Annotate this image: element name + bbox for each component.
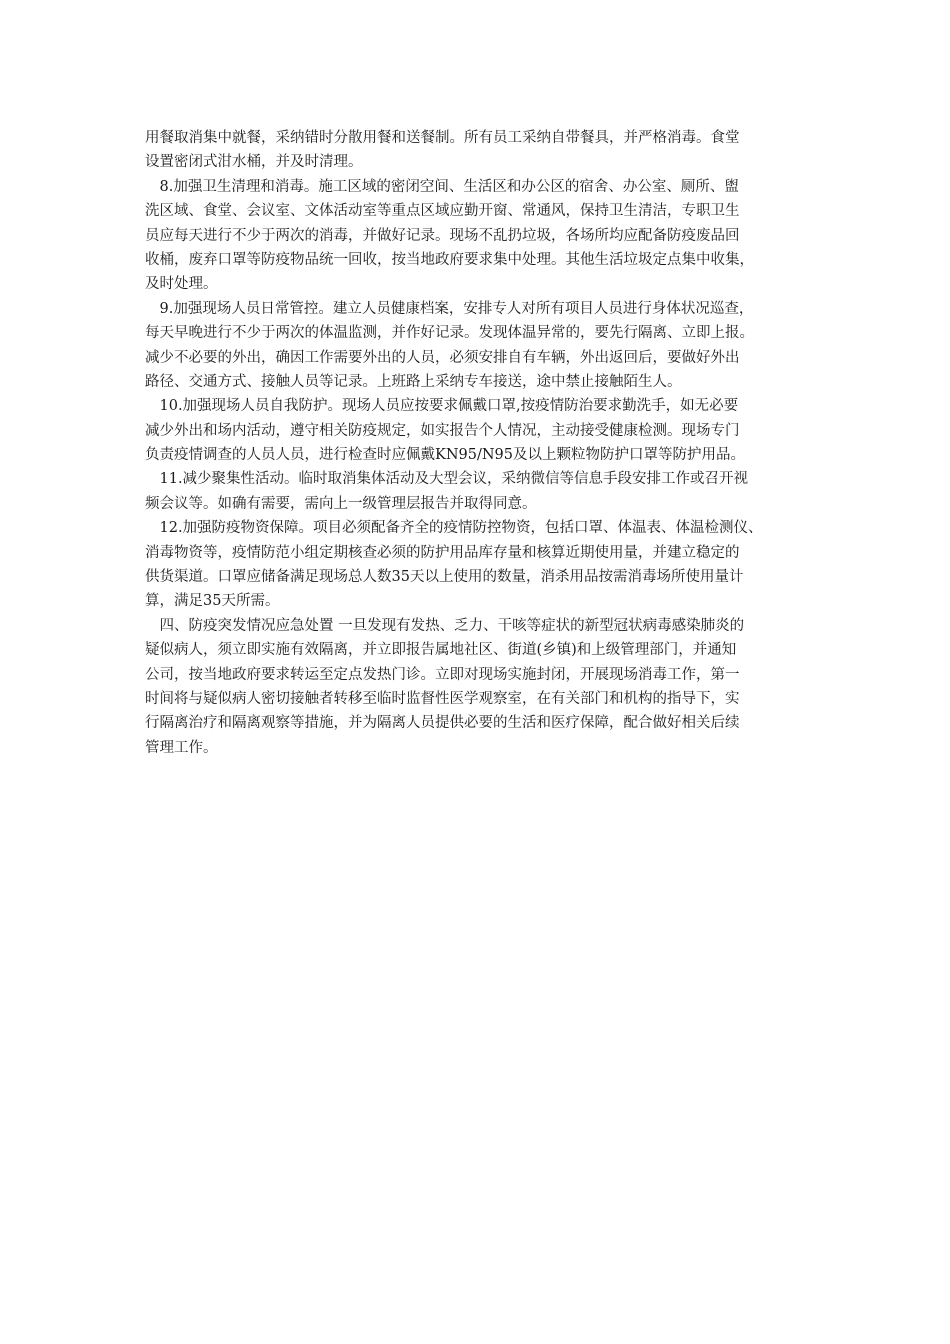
text-line: 路径、交通方式、接触人员等记录。上班路上采纳专车接送，途中禁止接触陌生人。 — [145, 373, 682, 390]
text-line: 行隔离治疗和隔离观察等措施，并为隔离人员提供必要的生活和医疗保障，配合做好相关后续 — [145, 715, 740, 732]
text-line: 收桶，废弃口罩等防疫物品统一回收，按当地政府要求集中处理。其他生活垃圾定点集中收集， — [145, 251, 754, 268]
text-line: 洗区域、食堂、会议室、文体活动室等重点区域应勤开窗、常通风，保持卫生清洁，专职卫生 — [145, 203, 740, 220]
document-body — [145, 126, 810, 760]
text-line: 设置密闭式泔水桶，并及时清理。 — [145, 154, 363, 171]
text-line: 减少不必要的外出，确因工作需要外出的人员，必须安排自有车辆，外出返回后，要做好外出 — [145, 349, 740, 366]
text-line: 员应每天进行不少于两次的消毒，并做好记录。现场不乱扔垃圾，各场所均应配备防疫废品回 — [145, 227, 740, 244]
text-line: 四、防疫突发情况应急处置 一旦发现有发热、乏力、干咳等症状的新型冠状病毒感染肺炎的 — [145, 617, 745, 634]
text-line: 用餐取消集中就餐，采纳错时分散用餐和送餐制。所有员工采纳自带餐具，并严格消毒。食堂 — [145, 130, 740, 146]
text-line: 管理工作。 — [145, 739, 218, 756]
text-line: 12.加强防疫物资保障。项目必须配备齐全的疫情防控物资，包括口罩、体温表、体温检测仪、 — [145, 520, 763, 537]
text-line: 公司，按当地政府要求转运至定点发热门诊。立即对现场实施封闭，开展现场消毒工作，第一 — [145, 666, 740, 683]
text-line: 11.减少聚集性活动。临时取消集体活动及大型会议，采纳微信等信息手段安排工作或召开视 — [145, 471, 749, 488]
text-line: 每天早晚进行不少于两次的体温监测，并作好记录。发现体温异常的，要先行隔离、立即上报。 — [145, 325, 754, 342]
text-line: 负责疫情调查的人员人员，进行检查时应佩戴KN95/N95及以上颗粒物防护口罩等防护用品。 — [145, 447, 745, 464]
text-line: 算，满足35天所需。 — [145, 593, 280, 610]
text-line: 供货渠道。口罩应储备满足现场总人数35天以上使用的数量，消杀用品按需消毒场所使用量计 — [145, 569, 744, 586]
text-line: 频会议等。如确有需要，需向上一级管理层报告并取得同意。 — [145, 495, 537, 512]
text-line: 9.加强现场人员日常管控。建立人员健康档案，安排专人对所有项目人员进行身体状况巡查， — [145, 300, 754, 317]
text-line: 减少外出和场内活动，遵守相关防疫规定，如实报告个人情况，主动接受健康检测。现场专门 — [145, 422, 740, 439]
text-line: 10.加强现场人员自我防护。现场人员应按要求佩戴口罩,按疫情防治要求勤洗手，如无必要 — [145, 398, 739, 415]
text-line: 及时处理。 — [145, 276, 218, 293]
text-line: 消毒物资等，疫情防范小组定期核查必须的防护用品库存量和核算近期使用量，并建立稳定的 — [145, 544, 740, 561]
text-line: 时间将与疑似病人密切接触者转移至临时监督性医学观察室，在有关部门和机构的指导下，实 — [145, 690, 740, 707]
text-line: 疑似病人，须立即实施有效隔离，并立即报告属地社区、街道(乡镇)和上级管理部门，并通知 — [145, 642, 737, 659]
text-line: 8.加强卫生清理和消毒。施工区域的密闭空间、生活区和办公区的宿舍、办公室、厕所、盥 — [145, 178, 739, 195]
